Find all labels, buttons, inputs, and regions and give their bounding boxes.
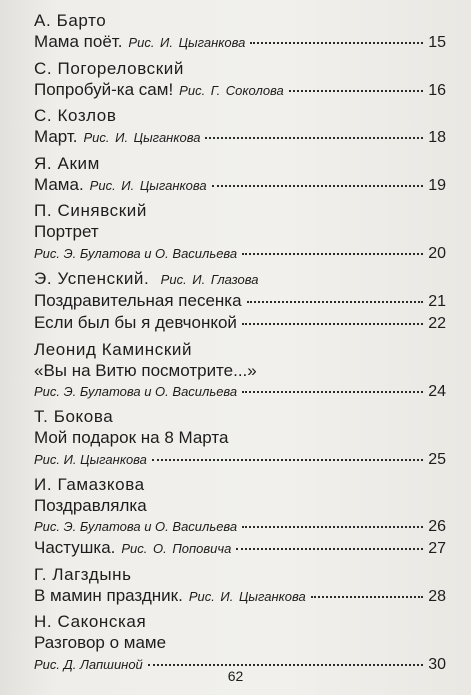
- dot-leader: [242, 253, 423, 255]
- entry-row: [34, 126, 446, 149]
- entry-author: Леонид Каминский: [34, 339, 193, 359]
- entry-illustrator: Рис. И. Глазова: [160, 271, 259, 287]
- entry-page: 27: [428, 540, 446, 557]
- toc-entry: [34, 200, 446, 264]
- dot-leader: [289, 90, 423, 92]
- entry-author: П. Синявский: [34, 201, 148, 220]
- entry-page: 26: [428, 518, 446, 535]
- entry-illustrator: Рис. И. Цыганкова: [34, 451, 147, 467]
- entry-title: Попробуй-ка сам!: [34, 79, 174, 99]
- toc-entry: [34, 339, 446, 403]
- entry-title: Мама.: [34, 174, 84, 194]
- dot-leader: [212, 185, 424, 187]
- entry-row: [34, 516, 446, 537]
- entry-author: Я. Аким: [34, 153, 100, 173]
- entry-page: 15: [428, 34, 446, 51]
- entry-illustrator: Рис. И. Цыганкова: [89, 177, 207, 193]
- toc-entry: [34, 10, 446, 54]
- entry-row: [34, 290, 446, 313]
- entry-illustrator: Рис. Д. Лапшиной: [34, 656, 143, 672]
- entry-author-row: [34, 268, 446, 290]
- entry-title: «Вы на Витю посмотрите...»: [34, 360, 257, 380]
- dot-leader: [205, 137, 423, 139]
- entry-illustrator: Рис. Г. Соколова: [179, 82, 284, 98]
- entry-row: [34, 312, 446, 335]
- entry-title: Мама поёт.: [34, 32, 123, 51]
- entry-row: [34, 537, 446, 560]
- toc-entry: [34, 153, 446, 197]
- entry-page: 20: [428, 244, 446, 262]
- table-of-contents: [34, 10, 446, 675]
- dot-leader: [250, 42, 423, 44]
- entry-illustrator: Рис. Э. Булатова и О. Васильева: [34, 519, 238, 534]
- dot-leader: [247, 301, 424, 303]
- entry-row: [34, 243, 446, 264]
- dot-leader: [152, 459, 423, 461]
- entry-author: Г. Лагздынь: [34, 564, 132, 584]
- entry-page: 28: [428, 587, 446, 605]
- toc-entry: [34, 268, 446, 335]
- entry-author: А. Барто: [34, 11, 107, 30]
- entry-illustrator: Рис. Э. Булатова и О. Васильева: [34, 245, 238, 261]
- entry-page: 21: [428, 292, 446, 310]
- entry-author: С. Погореловский: [34, 58, 184, 78]
- entry-author: Т. Бокова: [34, 407, 114, 426]
- entry-page: 19: [428, 176, 446, 194]
- entry-illustrator: Рис. Э. Булатова и О. Васильева: [34, 384, 238, 399]
- entry-author: Э. Успенский.: [34, 268, 150, 288]
- entry-row: [34, 79, 446, 102]
- entry-illustrator: Рис. И. Цыганкова: [83, 130, 201, 145]
- entry-row: [34, 31, 446, 54]
- dot-leader: [311, 596, 423, 598]
- entry-row: [34, 381, 446, 402]
- entry-illustrator: Рис. И. Цыганкова: [128, 35, 246, 50]
- entry-page: 22: [428, 315, 446, 332]
- toc-entry: [34, 564, 446, 608]
- entry-page: 18: [428, 129, 446, 146]
- entry-title: Если был бы я девчонкой: [34, 313, 237, 332]
- entry-row: [34, 585, 446, 608]
- toc-entry: [34, 406, 446, 470]
- entry-title: Частушка.: [34, 538, 116, 557]
- entry-author: С. Козлов: [34, 106, 117, 125]
- toc-entry: [34, 611, 446, 675]
- entry-page: 16: [428, 81, 446, 99]
- entry-title: Поздравительная песенка: [34, 290, 242, 310]
- dot-leader: [148, 664, 423, 666]
- entry-page: 30: [428, 655, 446, 673]
- entry-title: Поздравлялка: [34, 495, 147, 515]
- entry-row: [34, 449, 446, 470]
- dot-leader: [242, 526, 423, 528]
- entry-title: Разговор о маме: [34, 633, 167, 652]
- entry-title: В мамин праздник.: [34, 585, 183, 605]
- toc-entry: [34, 58, 446, 102]
- toc-entry: [34, 474, 446, 560]
- entry-illustrator: Рис. О. Поповича: [121, 541, 232, 556]
- page-number: 62: [227, 668, 244, 684]
- entry-title: Март.: [34, 127, 78, 146]
- dot-leader: [242, 391, 423, 393]
- entry-title: Мой подарок на 8 Марта: [34, 428, 229, 447]
- toc-entry: [34, 105, 446, 149]
- entry-author: Н. Саконская: [34, 612, 147, 631]
- entry-title: Портрет: [34, 222, 99, 241]
- entry-illustrator: Рис. И. Цыганкова: [188, 588, 306, 604]
- entry-row: [34, 174, 446, 197]
- entry-author: И. Гамазкова: [34, 474, 145, 494]
- dot-leader: [242, 323, 423, 325]
- dot-leader: [236, 548, 423, 550]
- entry-page: 25: [428, 450, 446, 468]
- entry-page: 24: [428, 383, 446, 400]
